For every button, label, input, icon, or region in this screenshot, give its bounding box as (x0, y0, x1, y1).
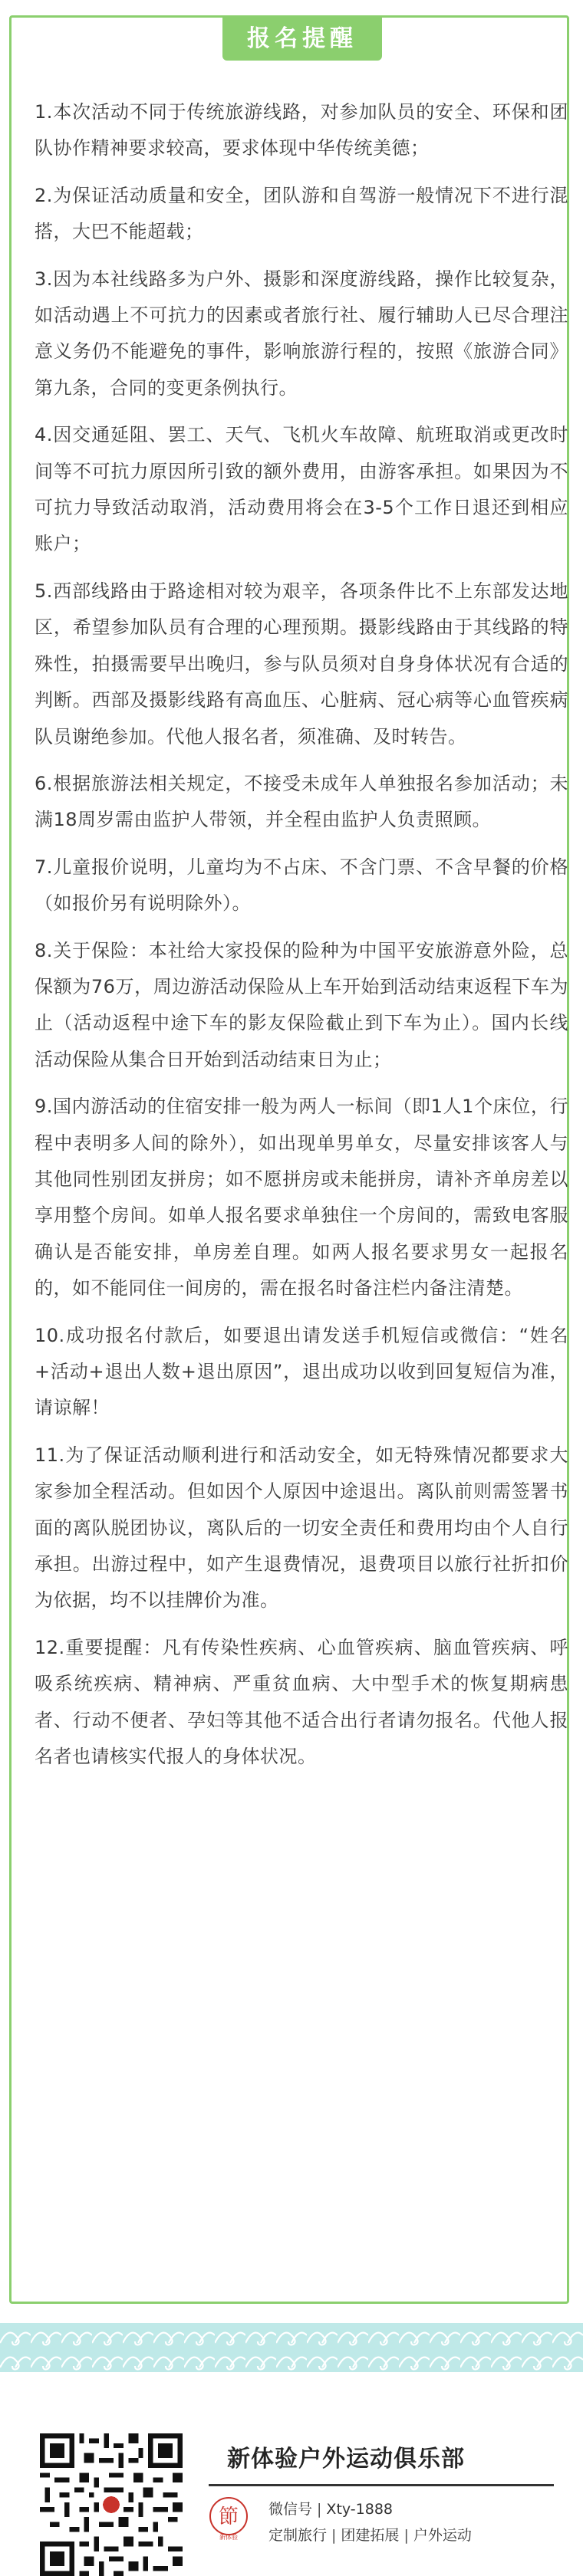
service-list: 定制旅行 | 团建拓展 | 户外运动 (268, 2527, 472, 2544)
wave-pattern (0, 2323, 583, 2372)
clause-item: 11.为了保证活动顺利进行和活动安全，如无特殊情况都要求大家参加全程活动。但如因个人原因中途退出。离队前则需签署书面的离队脱团协议，离队后的一切安全责任和费用均由个人自行承担。出游过程中，如产生退费情况，退费项目以旅行社折扣价为依据，均不以挂牌价为准。 (35, 1444, 568, 1612)
divider-line (209, 2484, 554, 2486)
clause-item: 8.关于保险：本社给大家投保的险种为中国平安旅游意外险，总保额为76万，周边游活动保险从上车开始到活动结束返程下车为止（活动返程中途下车的影友保险截止到下车为止）。国内长线活动保险从集合日开始到活动结束日为止； (35, 939, 568, 1070)
clause-item: 9.国内游活动的住宿安排一般为两人一标间（即1人1个床位，行程中表明多人间的除外），如出现单男单女，尽量安排该客人与其他同性别团友拼房；如不愿拼房或未能拼房，请补齐单房差以享用整个房间。如单人报名要求单独住一个房间的，需致电客服确认是否能安排，单房差自理。如两人报名要求男女一起报名的，如不能同住一间房的，需在报名时备注栏内备注清楚。 (35, 1096, 568, 1300)
clause-item: 1.本次活动不同于传统旅游线路，对参加队员的安全、环保和团队协作精神要求较高，要求体现中华传统美德； (35, 101, 568, 159)
notice-frame (9, 15, 569, 2304)
wechat-id[interactable]: Xty-1888 (326, 2501, 394, 2518)
notice-title: 报名提醒 (222, 18, 382, 61)
wave-pattern-band (0, 2323, 583, 2372)
club-logo-seal-icon (206, 2495, 252, 2541)
service-item: 定制旅行 (268, 2527, 328, 2544)
wechat-label: 微信号 (268, 2501, 313, 2518)
service-item: 团建拓展 (341, 2527, 400, 2544)
service-item: 户外运动 (413, 2527, 472, 2544)
svg-text:節: 節 (218, 2505, 239, 2528)
clause-list (35, 94, 568, 1786)
wechat-contact: 微信号 | Xty-1888 (268, 2501, 394, 2518)
club-name: 新体验户外运动俱乐部 (227, 2446, 465, 2472)
clause-item: 3.因为本社线路多为户外、摄影和深度游线路，操作比较复杂，如活动遇上不可抗力的因素或者旅行社、履行辅助人已尽合理注意义务仍不能避免的事件，影响旅游行程的，按照《旅游合同》第九条，合同的变更条例执行。 (35, 268, 568, 399)
svg-text:新体验: 新体验 (219, 2534, 238, 2541)
clause-item: 4.因交通延阻、罢工、天气、飞机火车故障、航班取消或更改时间等不可抗力原因所引致的额外费用，由游客承担。如果因为不可抗力导致活动取消，活动费用将会在3-5个工作日退还到相应账户； (35, 424, 568, 555)
clause-item: 7.儿童报价说明，儿童均为不占床、不含门票、不含早餐的价格（如报价另有说明除外）。 (35, 856, 568, 915)
footer (0, 2372, 583, 2553)
qr-code-icon[interactable] (40, 2433, 183, 2576)
clause-item: 10.成功报名付款后，如要退出请发送手机短信或微信：“姓名+活动+退出人数+退出原因”，退出成功以收到回复短信为准，请谅解！ (35, 1324, 568, 1419)
clause-item: 12.重要提醒：凡有传染性疾病、心血管疾病、脑血管疾病、呼吸系统疾病、精神病、严重贫血病、大中型手术的恢复期病患者、行动不便者、孕妇等其他不适合出行者请勿报名。代他人报名者也请核实代报人的身体状况。 (35, 1636, 568, 1768)
clause-item: 5.西部线路由于路途相对较为艰辛，各项条件比不上东部发达地区，希望参加队员有合理的心理预期。摄影线路由于其线路的特殊性，拍摄需要早出晚归，参与队员须对自身身体状况有合适的判断。西部及摄影线路有高血压、心脏病、冠心病等心血管疾病队员谢绝参加。代他人报名者，须准确、及时转告。 (35, 580, 568, 748)
clause-item: 2.为保证活动质量和安全，团队游和自驾游一般情况下不进行混搭，大巴不能超载； (35, 184, 568, 243)
clause-item: 6.根据旅游法相关规定，不接受未成年人单独报名参加活动；未满18周岁需由监护人带领，并全程由监护人负责照顾。 (35, 772, 568, 831)
